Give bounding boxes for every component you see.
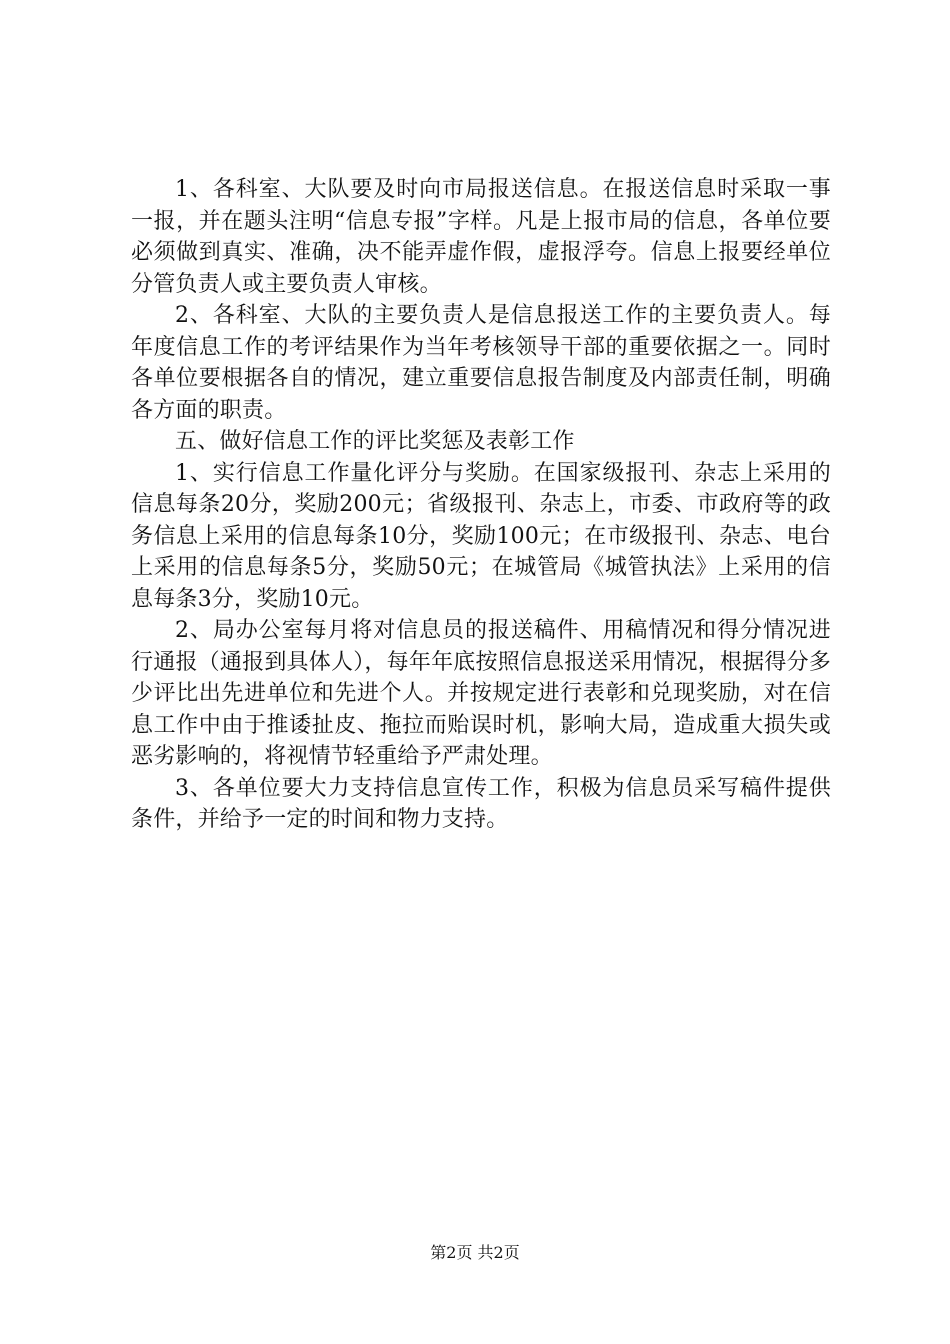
- paragraph-report-requirements: 1、各科室、大队要及时向市局报送信息。在报送信息时采取一事一报，并在题头注明“信息专报”字样。凡是上报市局的信息，各单位要必须做到真实、准确，决不能弄虚作假，虚报浮夸。信息上报要经单位分管负责人或主要负责人审核。: [131, 177, 831, 297]
- document-body: [131, 174, 831, 836]
- section-heading-evaluation: 五、做好信息工作的评比奖惩及表彰工作: [175, 429, 575, 454]
- paragraph-responsibility: 2、各科室、大队的主要负责人是信息报送工作的主要负责人。每年度信息工作的考评结果作为当年考核领导干部的重要依据之一。同时各单位要根据各自的情况，建立重要信息报告制度及内部责任制，明确各方面的职责。: [131, 303, 831, 423]
- paragraph-scoring-rewards: 1、实行信息工作量化评分与奖励。在国家级报刊、杂志上采用的信息每条20分，奖励200元；省级报刊、杂志上，市委、市政府等的政务信息上采用的信息每条10分，奖励100元；在市级报刊、杂志、电台上采用的信息每条5分，奖励50元；在城管局《城管执法》上采用的信息每条3分，奖励10元。: [131, 460, 831, 612]
- page-number-footer: 第2页 共2页: [430, 1243, 520, 1262]
- paragraph-support: 3、各单位要大力支持信息宣传工作，积极为信息员采写稿件提供条件，并给予一定的时间和物力支持。: [131, 775, 831, 832]
- paragraph-monthly-report: 2、局办公室每月将对信息员的报送稿件、用稿情况和得分情况进行通报（通报到具体人），每年年底按照信息报送采用情况，根据得分多少评比出先进单位和先进个人。并按规定进行表彰和兑现奖励，对在信息工作中由于推诿扯皮、拖拉而贻误时机，影响大局，造成重大损失或恶劣影响的，将视情节轻重给予严肃处理。: [131, 618, 831, 769]
